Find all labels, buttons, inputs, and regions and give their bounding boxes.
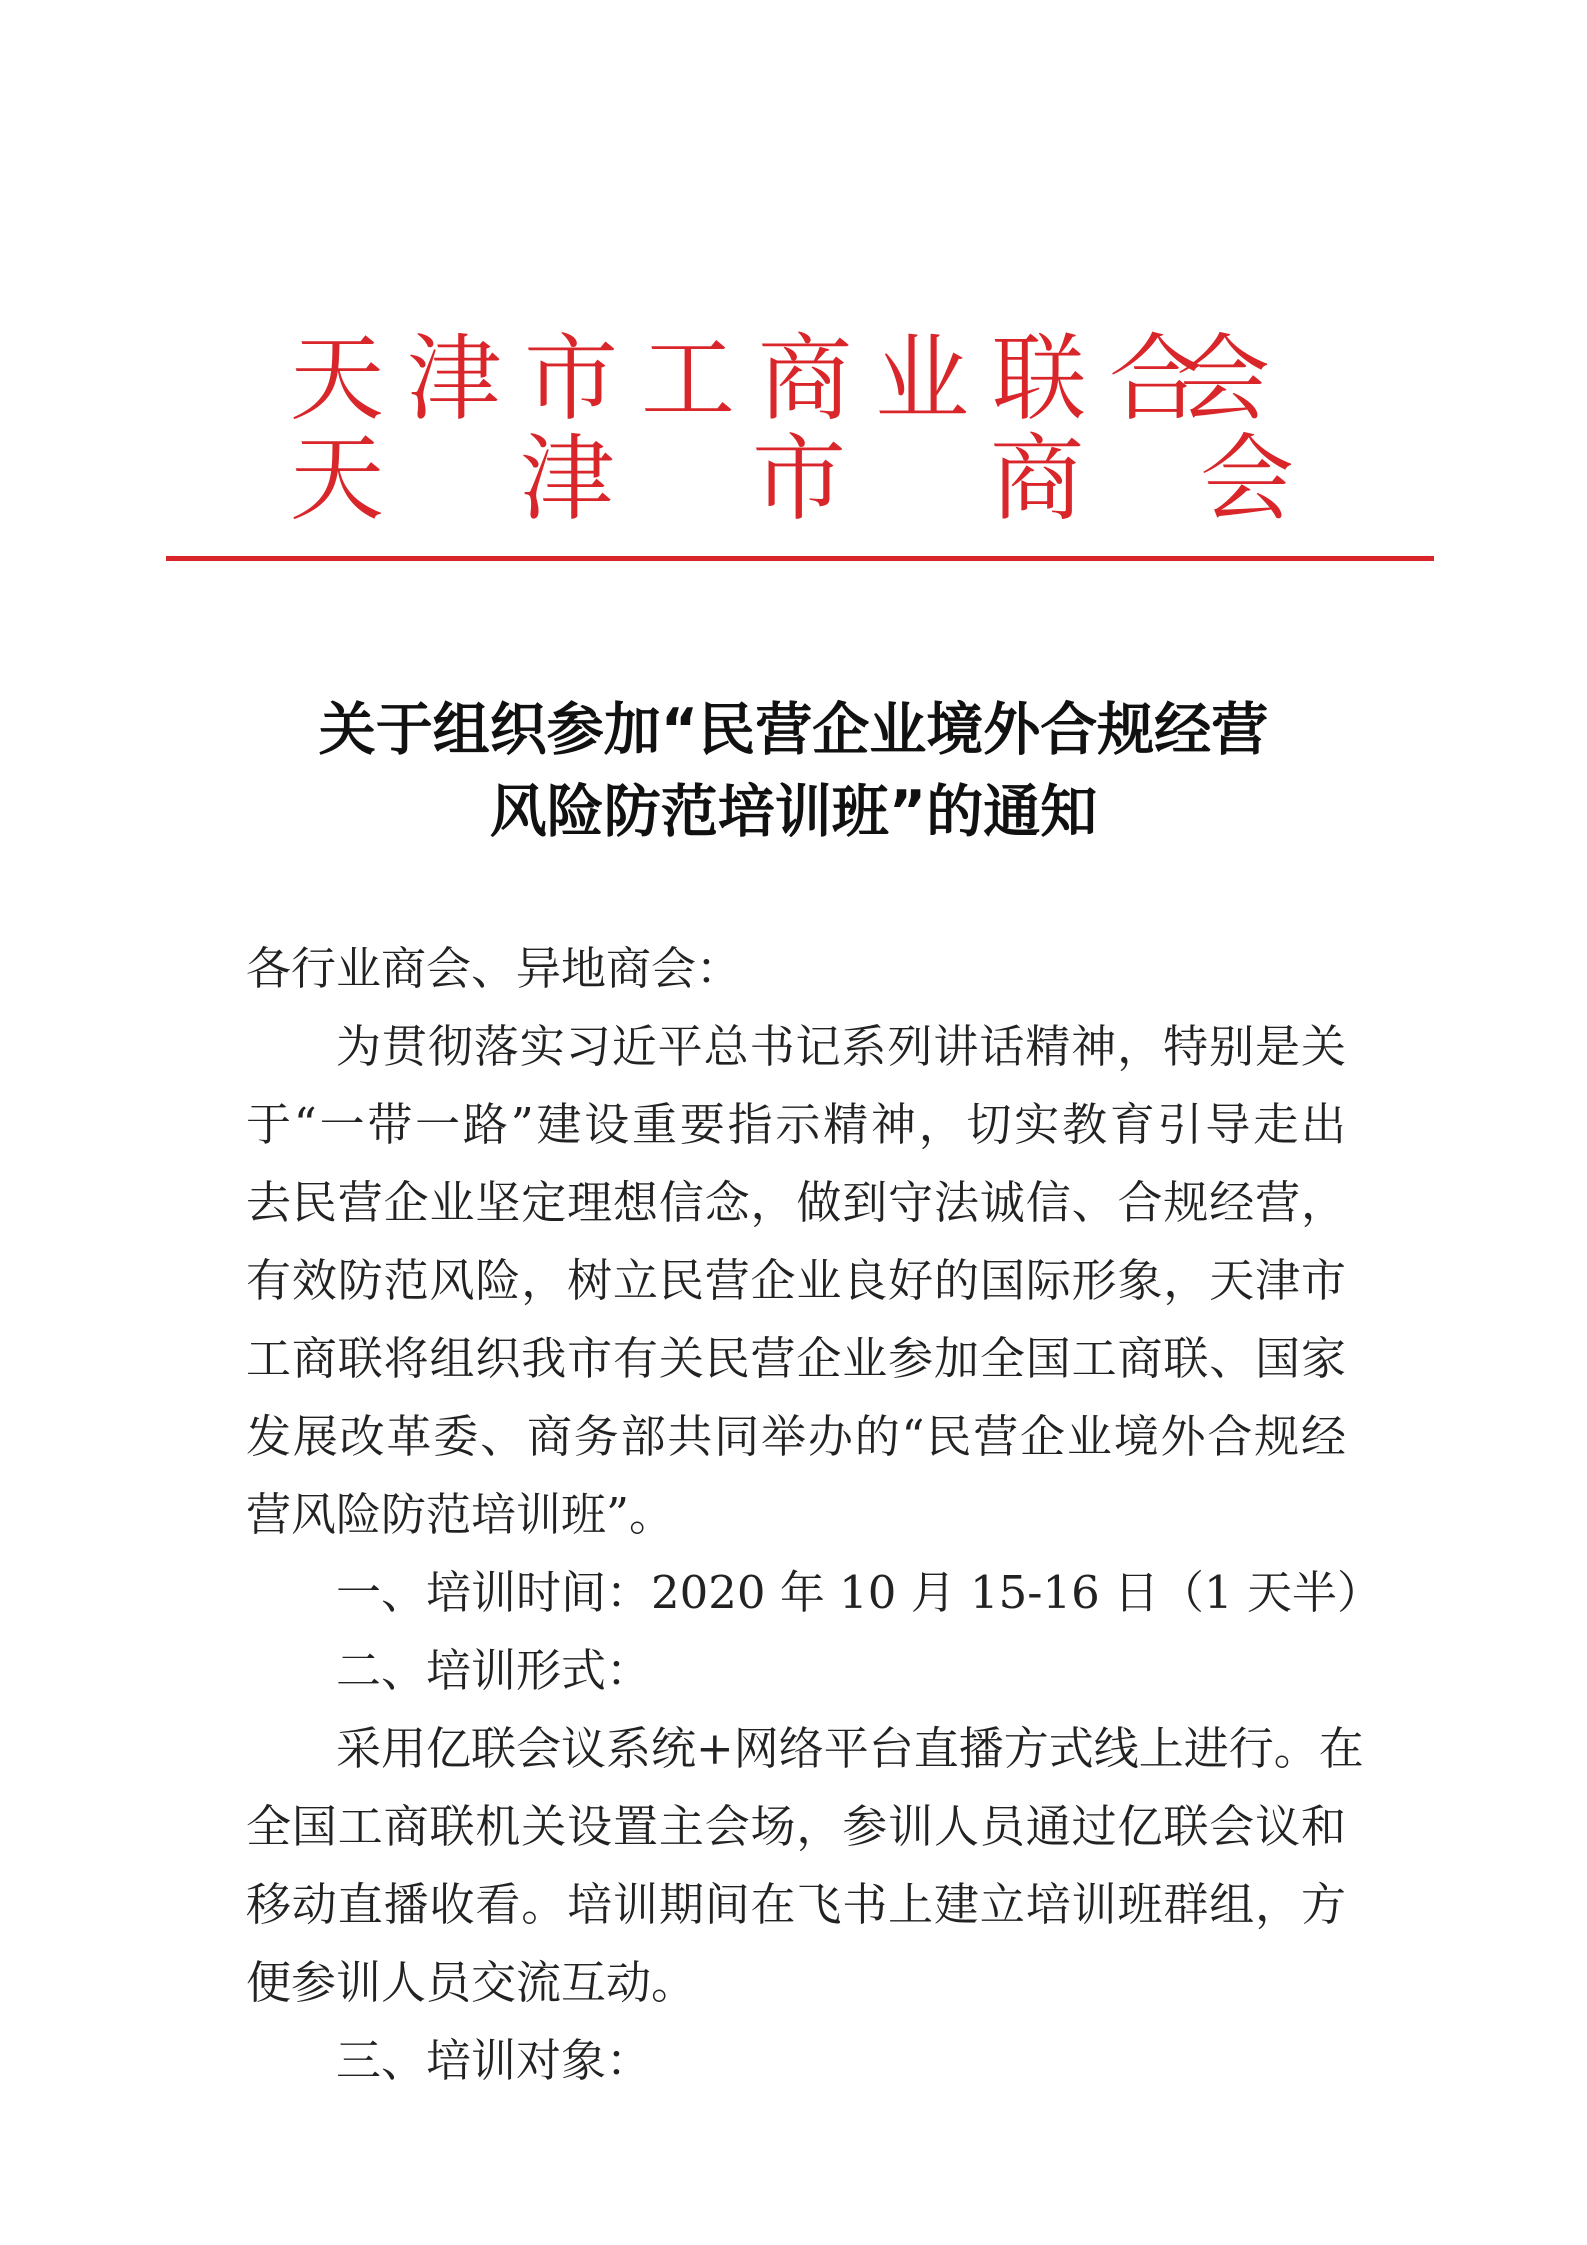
paragraph-line: 于“一带一路”建设重要指示精神，切实教育引导走出	[246, 1098, 1346, 1151]
letterhead-char: 市	[524, 325, 619, 434]
letterhead-char: 天	[290, 325, 385, 434]
letterhead-char: 工	[641, 325, 736, 434]
letterhead-char: 联	[992, 325, 1087, 434]
paragraph-line: 有效防范风险，树立民营企业良好的国际形象，天津市	[246, 1254, 1346, 1307]
paragraph-line: 全国工商联机关设置主会场，参训人员通过亿联会议和	[246, 1800, 1346, 1853]
document-title-line-1: 关于组织参加“民营企业境外合规经营	[318, 697, 1269, 763]
letterhead-char: 商	[758, 325, 853, 434]
letterhead-char: 津	[520, 425, 615, 534]
paragraph-line: 营风险防范培训班”。	[246, 1488, 675, 1541]
document-title-line-2: 风险防范培训班”的通知	[489, 779, 1098, 845]
letterhead-divider	[166, 556, 1434, 561]
letterhead-char: 会	[1176, 325, 1271, 434]
letterhead-char: 业	[875, 325, 970, 434]
paragraph-line: 发展改革委、商务部共同举办的“民营企业境外合规经	[246, 1410, 1346, 1463]
letterhead-char: 合	[1109, 325, 1204, 434]
paragraph-line: 去民营企业坚定理想信念，做到守法诚信、合规经营，	[246, 1176, 1346, 1229]
letterhead-char: 津	[407, 325, 502, 434]
letterhead-char: 天	[290, 425, 385, 534]
paragraph-line: 采用亿联会议系统+网络平台直播方式线上进行。在	[336, 1722, 1364, 1775]
section-training-target: 三、培训对象：	[336, 2034, 652, 2087]
letterhead-char: 商	[990, 425, 1085, 534]
paragraph-line: 为贯彻落实习近平总书记系列讲话精神，特别是关	[336, 1020, 1346, 1073]
paragraph-line: 便参训人员交流互动。	[246, 1956, 697, 2009]
paragraph-line: 移动直播收看。培训期间在飞书上建立培训班群组，方	[246, 1878, 1346, 1931]
letterhead-char: 会	[1200, 425, 1295, 534]
section-training-time: 一、培训时间：2020 年 10 月 15-16 日（1 天半）	[336, 1566, 1382, 1619]
document-body	[246, 930, 1382, 2130]
letterhead-line-2	[290, 420, 1295, 540]
salutation: 各行业商会、异地商会：	[246, 942, 742, 995]
paragraph-line: 工商联将组织我市有关民营企业参加全国工商联、国家	[246, 1332, 1346, 1385]
section-training-format: 二、培训形式：	[336, 1644, 652, 1697]
letterhead-char: 市	[752, 425, 847, 534]
